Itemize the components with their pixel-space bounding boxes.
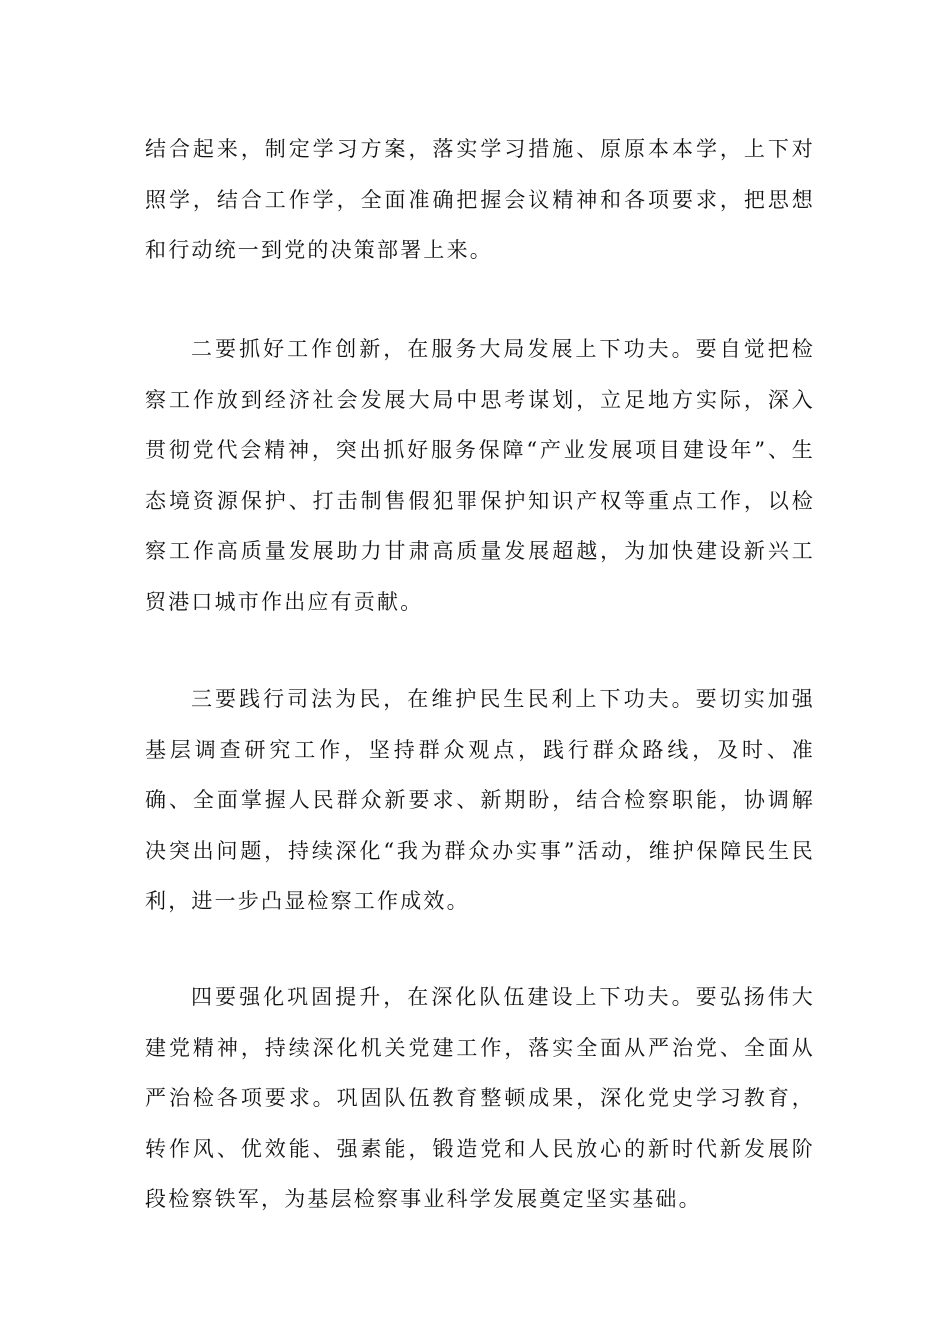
paragraph-work-innovation: 二要抓好工作创新，在服务大局发展上下功夫。要自觉把检察工作放到经济社会发展大局中思考谋划，立足地方实际，深入贯彻党代会精神，突出抓好服务保障“产业发展项目建设年”、生态境资源保护、打击制售假犯罪保护知识产权等重点工作，以检察工作高质量发展助力甘肃高质量发展超越，为加快建设新兴工贸港口城市作出应有贡献。 <box>145 337 815 614</box>
paragraph-continuation: 结合起来，制定学习方案，落实学习措施、原原本本学，上下对照学，结合工作学，全面准确把握会议精神和各项要求，把思想和行动统一到党的决策部署上来。 <box>145 137 815 262</box>
paragraph-justice-for-people: 三要践行司法为民，在维护民生民利上下功夫。要切实加强基层调查研究工作，坚持群众观点，践行群众路线，及时、准确、全面掌握人民群众新要求、新期盼，结合检察职能，协调解决突出问题，持续深化“我为群众办实事”活动，维护保障民生民利，进一步凸显检察工作成效。 <box>145 687 815 913</box>
paragraph-team-building: 四要强化巩固提升，在深化队伍建设上下功夫。要弘扬伟大建党精神，持续深化机关党建工作，落实全面从严治党、全面从严治检各项要求。巩固队伍教育整顿成果，深化党史学习教育，转作风、优效能、强素能，锻造党和人民放心的新时代新发展阶段检察铁军，为基层检察事业科学发展奠定坚实基础。 <box>145 985 815 1211</box>
